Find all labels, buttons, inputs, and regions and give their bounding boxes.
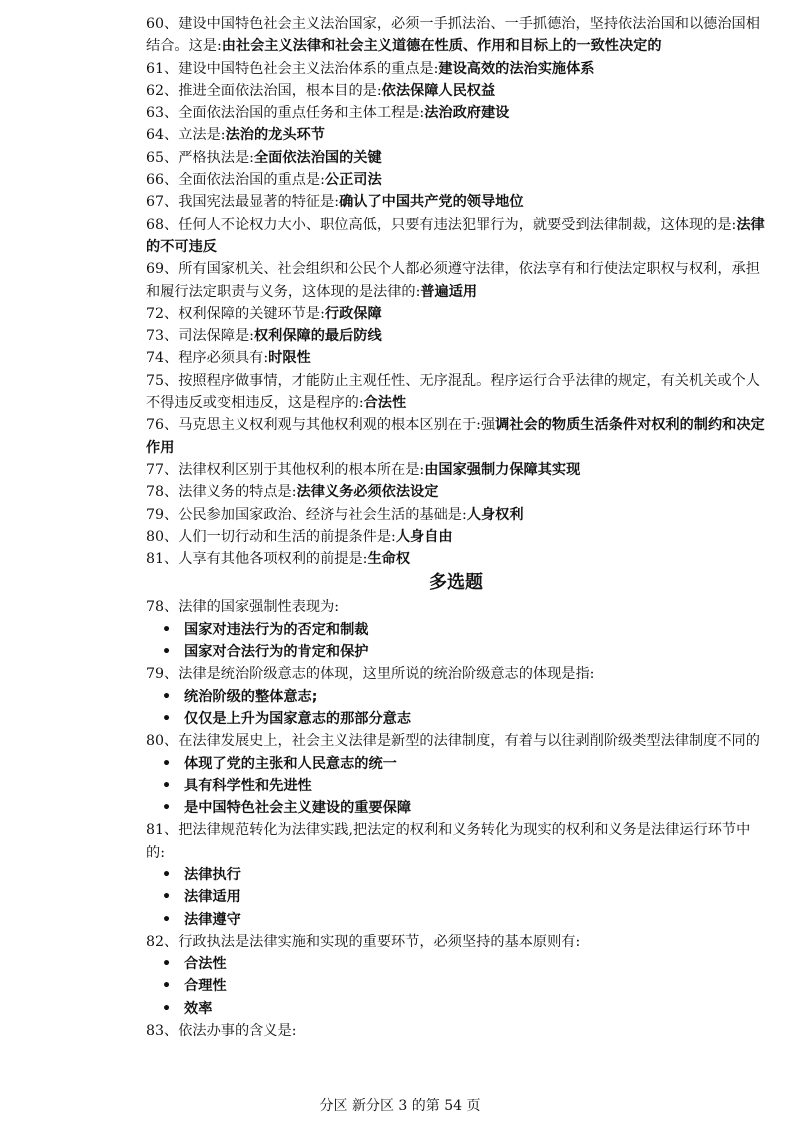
answer-text: 人身权利: [466, 506, 524, 523]
option-text: 是中国特色社会主义建设的重要保障: [184, 800, 412, 817]
question-text: 78、法律的国家强制性表现为:: [146, 599, 340, 616]
answer-text: 权利保障的最后防线: [253, 328, 382, 345]
question-text: 61、建设中国特色社会主义法治体系的重点是:: [146, 60, 439, 77]
bullet-icon: •: [162, 621, 172, 638]
qa-item-75: [146, 370, 766, 415]
answer-text: 行政保障: [324, 305, 382, 322]
option-item: [146, 775, 766, 797]
option-list: [146, 686, 766, 731]
single-choice-list: [146, 13, 766, 570]
multi-choice-list: [146, 596, 766, 1042]
question-text: 79、公民参加国家政治、经济与社会生活的基础是:: [146, 506, 467, 523]
option-text: 法律遵守: [184, 911, 241, 928]
bullet-icon: •: [162, 777, 172, 794]
page-footer: 分区 新分区 3 的第 54 页: [319, 1098, 481, 1114]
qa-item-73: [146, 325, 766, 347]
option-item: [146, 864, 766, 886]
option-text: 法律执行: [184, 866, 241, 883]
answer-text: 依法保障人民权益: [381, 82, 496, 99]
option-item: [146, 753, 766, 775]
answer-text: 确认了中国共产党的领导地位: [339, 194, 524, 211]
option-text: 合法性: [184, 956, 227, 973]
qa-item-78: [146, 481, 766, 503]
answer-text: 法治的龙头环节: [225, 127, 325, 144]
answer-text: 法治政府建设: [424, 105, 510, 122]
qa-item-81: [146, 548, 766, 570]
question-text: 77、法律权利区别于其他权利的根本所在是:: [146, 461, 425, 478]
answer-text: 公正司法: [324, 172, 382, 189]
mc-item-80: [146, 730, 766, 819]
answer-text: 人身自由: [395, 528, 453, 545]
bullet-icon: •: [162, 688, 172, 705]
qa-item-76: [146, 414, 766, 459]
question-text: 73、司法保障是:: [146, 328, 254, 345]
answer-text: 时限性: [268, 350, 311, 367]
question-text: 81、人享有其他各项权利的前提是:: [146, 551, 368, 568]
qa-item-72: [146, 303, 766, 325]
question-text: 83、依法办事的含义是:: [146, 1023, 297, 1040]
answer-text: 建设高效的法治实施体系: [438, 60, 595, 77]
bullet-icon: •: [162, 800, 172, 817]
option-item: [146, 886, 766, 908]
qa-item-66: [146, 169, 766, 191]
option-text: 国家对合法行为的肯定和保护: [184, 644, 369, 661]
qa-item-69: [146, 258, 766, 303]
qa-item-68: [146, 214, 766, 259]
question-text: 64、立法是:: [146, 127, 226, 144]
question-text: 62、推进全面依法治国，根本目的是:: [146, 82, 382, 99]
option-list: [146, 953, 766, 1020]
qa-item-63: [146, 102, 766, 124]
option-list: [146, 864, 766, 931]
bullet-icon: •: [162, 978, 172, 995]
bullet-icon: •: [162, 755, 172, 772]
question-text: 78、法律义务的特点是:: [146, 484, 297, 501]
question-text: 76、马克思主义权利观与其他权利观的根本区别在于:强: [146, 417, 496, 434]
question-text: 79、法律是统治阶级意志的体现，这里所说的统治阶级意志的体现是指:: [146, 666, 595, 683]
question-text: 66、全面依法治国的重点是:: [146, 172, 325, 189]
qa-item-62: [146, 80, 766, 102]
option-item: [146, 686, 766, 708]
mc-item-78: [146, 596, 766, 663]
question-text: 72、权利保障的关键环节是:: [146, 305, 325, 322]
question-text: 69、所有国家机关、社会组织和公民个人都必须遵守法律，依法享有和行使法定职权与权利，承担和履行法定职责与义务，这体现的是法律的:: [146, 261, 760, 300]
option-text: 合理性: [184, 978, 227, 995]
qa-item-60: [146, 13, 766, 58]
bullet-icon: •: [162, 710, 172, 727]
mc-item-79: [146, 663, 766, 730]
bullet-icon: •: [162, 889, 172, 906]
answer-text: 法律义务必须依法设定: [296, 484, 439, 501]
question-text: 67、我国宪法最显著的特征是:: [146, 194, 340, 211]
question-text: 60、建设中国特色社会主义法治国家，必须一手抓法治、一手抓德治，坚持依法治国和以德治国相结合。这是:: [146, 16, 760, 55]
qa-item-74: [146, 347, 766, 369]
question-text: 80、在法律发展史上，社会主义法律是新型的法律制度，有着与以往剥削阶级类型法律制度不同的: [146, 733, 760, 750]
option-text: 效率: [184, 1000, 213, 1017]
answer-text: 由社会主义法律和社会主义道德在性质、作用和目标上的一致性决定的: [221, 38, 662, 55]
qa-item-77: [146, 459, 766, 481]
question-text: 81、把法律规范转化为法律实践,把法定的权利和义务转化为现实的权利和义务是法律运行环节中的:: [146, 822, 751, 861]
option-text: 国家对违法行为的否定和制裁: [184, 621, 369, 638]
option-item: [146, 909, 766, 931]
answer-text: 由国家强制力保障其实现: [424, 461, 581, 478]
qa-item-67: [146, 191, 766, 213]
option-item: [146, 641, 766, 663]
option-text: 统治阶级的整体意志;: [184, 688, 318, 705]
question-text: 68、任何人不论权力大小、职位高低，只要有违法犯罪行为，就要受到法律制裁，这体现的是:: [146, 216, 737, 233]
qa-item-79: [146, 504, 766, 526]
option-item: [146, 708, 766, 730]
page-content: [146, 13, 766, 1042]
option-item: [146, 797, 766, 819]
qa-item-80: [146, 526, 766, 548]
question-text: 63、全面依法治国的重点任务和主体工程是:: [146, 105, 425, 122]
answer-text: 调社会的物质生活条件对权利的制约和决定作用: [146, 417, 765, 456]
question-text: 80、人们一切行动和生活的前提条件是:: [146, 528, 396, 545]
option-item: [146, 953, 766, 975]
qa-item-61: [146, 58, 766, 80]
option-list: [146, 753, 766, 820]
question-text: 74、程序必须具有:: [146, 350, 269, 367]
question-text: 82、行政执法是法律实施和实现的重要环节，必须坚持的基本原则有:: [146, 933, 581, 950]
bullet-icon: •: [162, 956, 172, 973]
qa-item-64: [146, 124, 766, 146]
bullet-icon: •: [162, 1000, 172, 1017]
option-list: [146, 619, 766, 664]
option-item: [146, 998, 766, 1020]
answer-text: 合法性: [363, 395, 407, 412]
option-item: [146, 975, 766, 997]
bullet-icon: •: [162, 644, 172, 661]
option-text: 体现了党的主张和人民意志的统一: [184, 755, 397, 772]
answer-text: 全面依法治国的关键: [253, 149, 382, 166]
bullet-icon: •: [162, 866, 172, 883]
answer-text: 生命权: [367, 551, 411, 568]
option-item: [146, 619, 766, 641]
bullet-icon: •: [162, 911, 172, 928]
option-text: 具有科学性和先进性: [184, 777, 312, 794]
section-heading: 多选题: [429, 572, 483, 594]
question-text: 75、按照程序做事情，才能防止主观任性、无序混乱。程序运行合乎法律的规定，有关机关或个人不得违反或变相违反，这是程序的:: [146, 372, 760, 412]
option-text: 仅仅是上升为国家意志的那部分意志: [184, 710, 412, 727]
qa-item-65: [146, 147, 766, 169]
answer-text: 法律的不可违反: [146, 216, 765, 255]
mc-item-83: [146, 1020, 766, 1042]
question-text: 65、严格执法是:: [146, 149, 254, 166]
mc-item-81: [146, 819, 766, 930]
answer-text: 普遍适用: [420, 283, 478, 300]
option-text: 法律适用: [184, 889, 241, 906]
mc-item-82: [146, 931, 766, 1020]
